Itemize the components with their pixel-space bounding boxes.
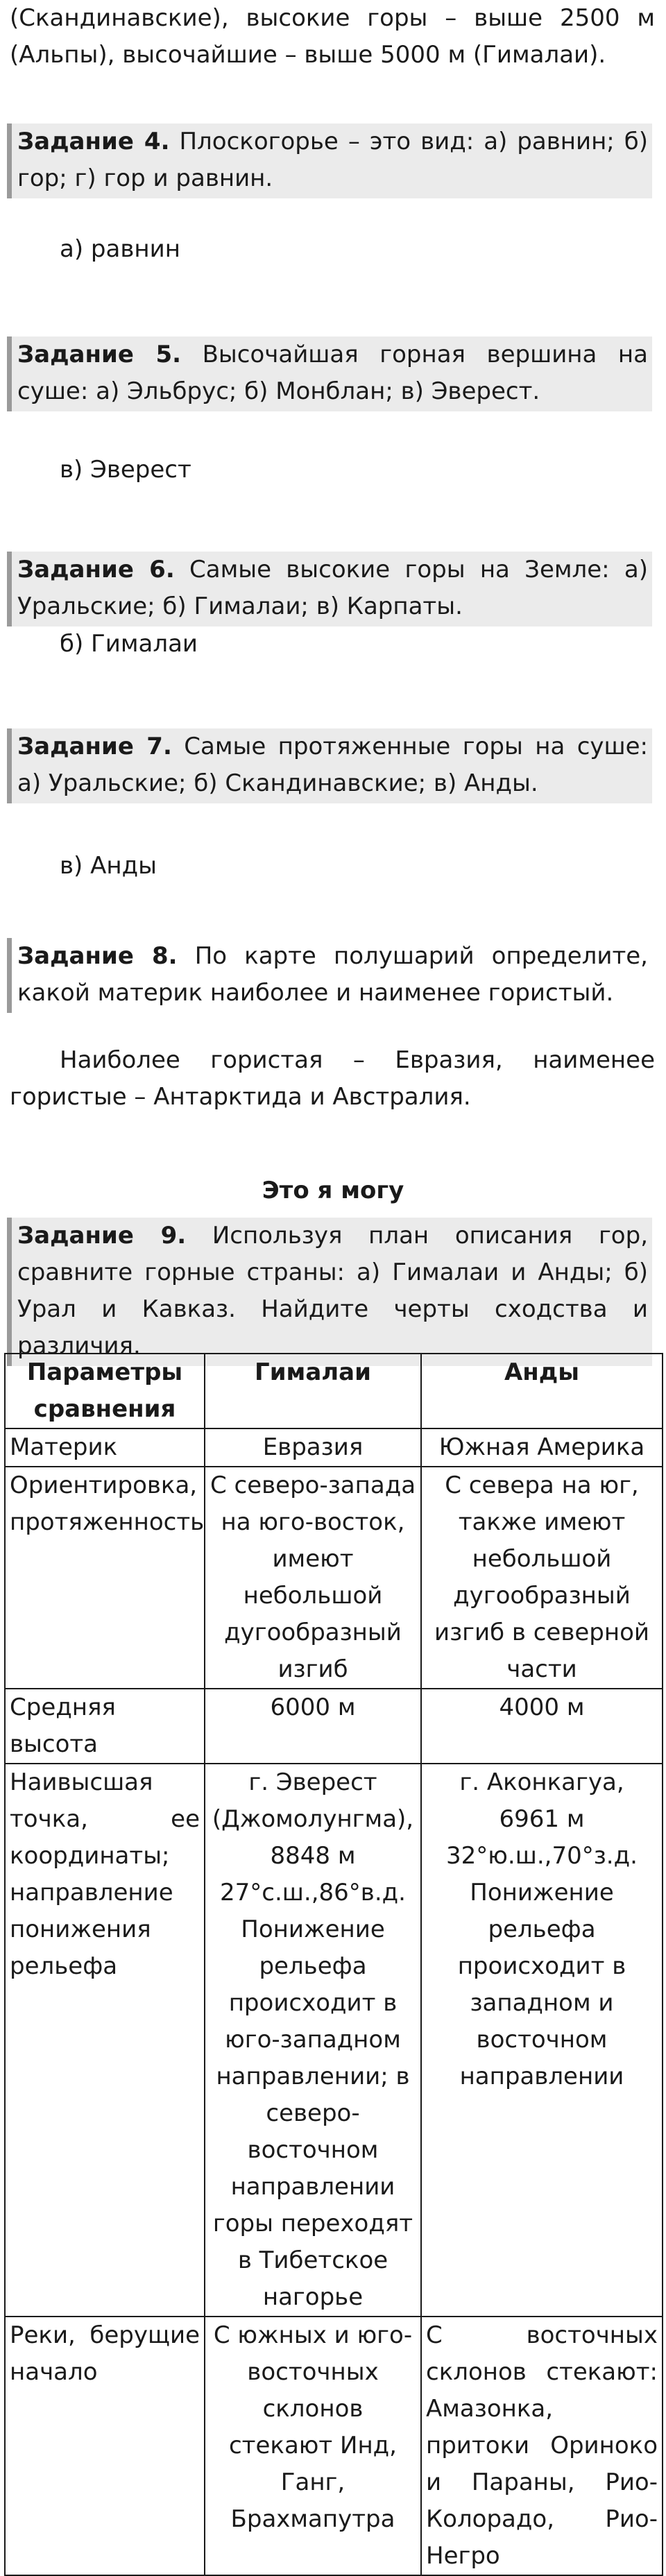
task-7-text: Самые протяженные горы на суше: а) Уральские; б) Скандинавские; в) Анды. <box>17 733 648 797</box>
table-row <box>5 1467 663 1689</box>
andes-cell: С севера на юг, также имеют небольшой дугообразный изгиб в северной части <box>421 1467 663 1689</box>
section-heading: Это я могу <box>262 1177 404 1204</box>
task-8 <box>7 938 652 1013</box>
param-cell: Реки, берущие начало <box>5 2317 205 2575</box>
task-5 <box>7 336 652 411</box>
task-5-text: Высочайшая горная вершина на суше: а) Эльбрус; б) Монблан; в) Эверест. <box>17 341 648 405</box>
comparison-table <box>4 1353 663 2576</box>
task-8-answer: Наиболее гористая – Евразия, наименее гористые – Антарктида и Австралия. <box>10 1046 655 1111</box>
himalayas-cell: С северо-запада на юго-восток, имеют небольшой дугообразный изгиб <box>205 1467 421 1689</box>
table-row <box>5 1689 663 1764</box>
himalayas-cell: Евразия <box>205 1428 421 1467</box>
task-7-label: Задание 7. <box>17 733 172 760</box>
param-cell: Наивысшая точка, ее координаты; направление понижения рельефа <box>5 1764 205 2317</box>
andes-cell: С восточных склонов стекают: Амазонка, притоки Ориноко и Параны, Рио-Колорадо, Рио-Негро <box>421 2317 663 2575</box>
task-4-label: Задание 4. <box>17 128 170 155</box>
himalayas-cell: г. Эверест (Джомолунгма), 8848 м 27°с.ш.,86°в.д. Понижение рельефа происходит в юго-западном направлении; в северо-восточном направлении горы переходят в Тибетское нагорье <box>205 1764 421 2317</box>
task-5-answer: в) Эверест <box>60 456 191 484</box>
task-9-text: Используя план описания гор, сравните горные страны: а) Гималаи и Анды; б) Урал и Кавказ. Найдите черты сходства и различия. <box>17 1222 648 1360</box>
task-4-text: Плоскогорье – это вид: а) равнин; б) гор; г) гор и равнин. <box>17 128 648 192</box>
param-cell: Материк <box>5 1428 205 1467</box>
header-parameters: Параметры сравнения <box>5 1354 205 1428</box>
himalayas-cell: 6000 м <box>205 1689 421 1764</box>
task-9-label: Задание 9. <box>17 1222 187 1249</box>
header-himalayas: Гималаи <box>205 1354 421 1428</box>
task-6-answer: б) Гималаи <box>60 630 198 658</box>
task-6-text: Самые высокие горы на Земле: а) Уральские; б) Гималаи; в) Карпаты. <box>17 556 648 620</box>
table-row <box>5 1764 663 2317</box>
table-row <box>5 2317 663 2575</box>
task-6 <box>7 552 652 626</box>
param-cell: Средняя высота <box>5 1689 205 1764</box>
task-8-label: Задание 8. <box>17 942 178 970</box>
task-4 <box>7 123 652 198</box>
andes-cell: г. Аконкагуа, 6961 м 32°ю.ш.,70°з.д. Понижение рельефа происходит в западном и восточном направлении <box>421 1764 663 2317</box>
himalayas-cell: С южных и юго-восточных склонов стекают Инд, Ганг, Брахмапутра <box>205 2317 421 2575</box>
param-cell: Ориентировка, протяженность <box>5 1467 205 1689</box>
table-header-row <box>5 1354 663 1428</box>
task-5-label: Задание 5. <box>17 341 182 368</box>
task-6-label: Задание 6. <box>17 556 175 583</box>
header-andes: Анды <box>421 1354 663 1428</box>
andes-cell: 4000 м <box>421 1689 663 1764</box>
intro-paragraph: (Скандинавские), высокие горы – выше 2500 м (Альпы), высочайшие – выше 5000 м (Гималаи). <box>10 4 655 69</box>
andes-cell: Южная Америка <box>421 1428 663 1467</box>
task-7-answer: в) Анды <box>60 852 157 880</box>
task-7 <box>7 728 652 803</box>
table-row <box>5 1428 663 1467</box>
task-8-text: По карте полушарий определите, какой материк наиболее и наименее гористый. <box>17 942 648 1007</box>
task-9 <box>7 1218 652 1366</box>
task-4-answer: а) равнин <box>60 235 180 263</box>
